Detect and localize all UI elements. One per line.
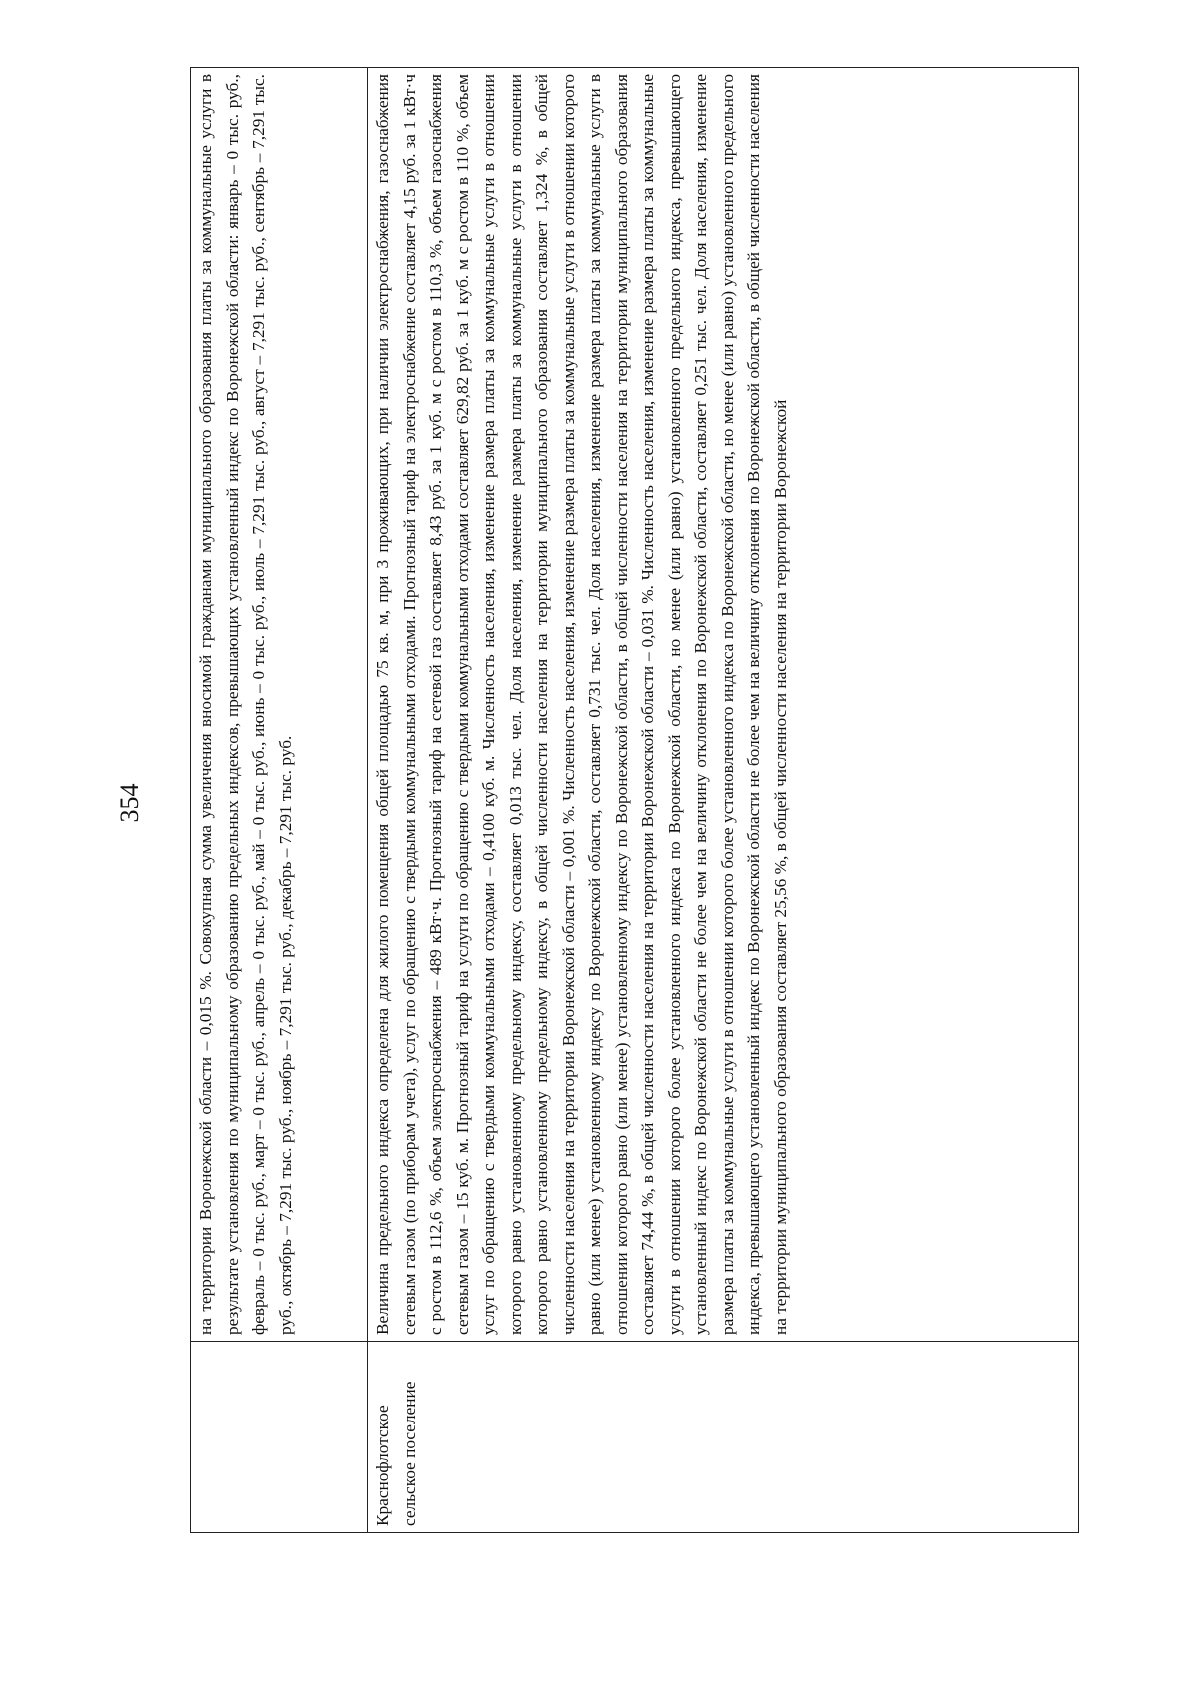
table-row	[191, 68, 368, 1533]
description-text: на территории Воронежской области – 0,015 %. Совокупная сумма увеличения вносимой гражданами муниципального образования платы за коммунальные услуги в результате установления по муниципальному образованию предельных индексов, превышающих установленный индекс по Воронежской области: январь – 0 тыс. руб., февраль – 0 тыс. руб., март – 0 тыс. руб., апрель – 0 тыс. руб., май – 0 тыс. руб., июнь – 0 тыс. руб., июль – 7,291 тыс. руб., август – 7,291 тыс. руб., сентябрь – 7,291 тыс. руб., октябрь – 7,291 тыс. руб., ноябрь – 7,291 тыс. руб., декабрь – 7,291 тыс. руб.	[196, 74, 295, 1335]
municipality-cell	[191, 1342, 368, 1533]
rotated-content	[110, 74, 1110, 1533]
description-text: Величина предельного индекса определена для жилого помещения общей площадью 75 кв. м, при 3 проживающих, при наличии электроснабжения, газоснабжения сетевым газом (по приборам учета), услуг по обращению с твердыми коммунальными отходами. Прогнозный тариф на электроснабжение составляет 4,15 руб. за 1 кВт·ч с ростом в 112,6 %, объем электроснабжения – 489 кВт·ч. Прогнозный тариф на сетевой газ составляет 8,43 руб. за 1 куб. м с ростом в 110,3 %, объем газоснабжения сетевым газом – 15 куб. м. Прогнозный тариф на услуги по обращению с твердыми коммунальными отходами составляет 629,82 руб. за 1 куб. м с ростом в 110 %, объем услуг по обращению с твердыми коммунальными отходами – 0,4100 куб. м. Численность населения, изменение размера платы за коммунальные услуги в отношении которого равно установленному предельному индексу, составляет 0,013 тыс. чел. Доля населения, изменение размера платы за коммунальные услуги в отношении которого равно установленному предельному индексу, в общей численности населения на территории муниципального образования составляет 1,324 %, в общей численности населения на территории Воронежской области – 0,001 %. Численность населения, изменение размера платы за коммунальные услуги в отношении которого равно (или менее) установленному индексу по Воронежской области, составляет 0,731 тыс. чел. Доля населения, изменение размера платы за коммунальные услуги в отношении которого равно (или менее) установленному индексу по Воронежской области, в общей численности населения на территории муниципального образования составляет 74,44 %, в общей численности населения на территории Воронежской области – 0,031 %. Численность населения, изменение размера платы за коммунальные услуги в отношении которого более установленного индекса по Воронежской области, но менее (или равно) установленного предельного индекса, превышающего установленный индекс по Воронежской области не более чем на величину отклонения по Воронежской области, составляет 0,251 тыс. чел. Доля населения, изменение размера платы за коммунальные услуги в отношении которого более установленного индекса по Воронежской области, но менее (или равно) установленного предельного индекса, превышающего установленный индекс по Воронежской области не более чем на величину отклонения по Воронежской области, в общей численности населения на территории муниципального образования составляет 25,56 %, в общей численности населения на территории Воронежской	[373, 74, 790, 1335]
municipality-cell	[368, 1342, 1079, 1533]
description-cell	[191, 68, 368, 1342]
page-number: 354	[115, 783, 144, 823]
description-cell	[368, 68, 1079, 1342]
municipality-name: Краснофлотское сельское поселение	[373, 1381, 419, 1526]
table-row	[368, 68, 1079, 1533]
tariff-table	[190, 67, 1079, 1533]
